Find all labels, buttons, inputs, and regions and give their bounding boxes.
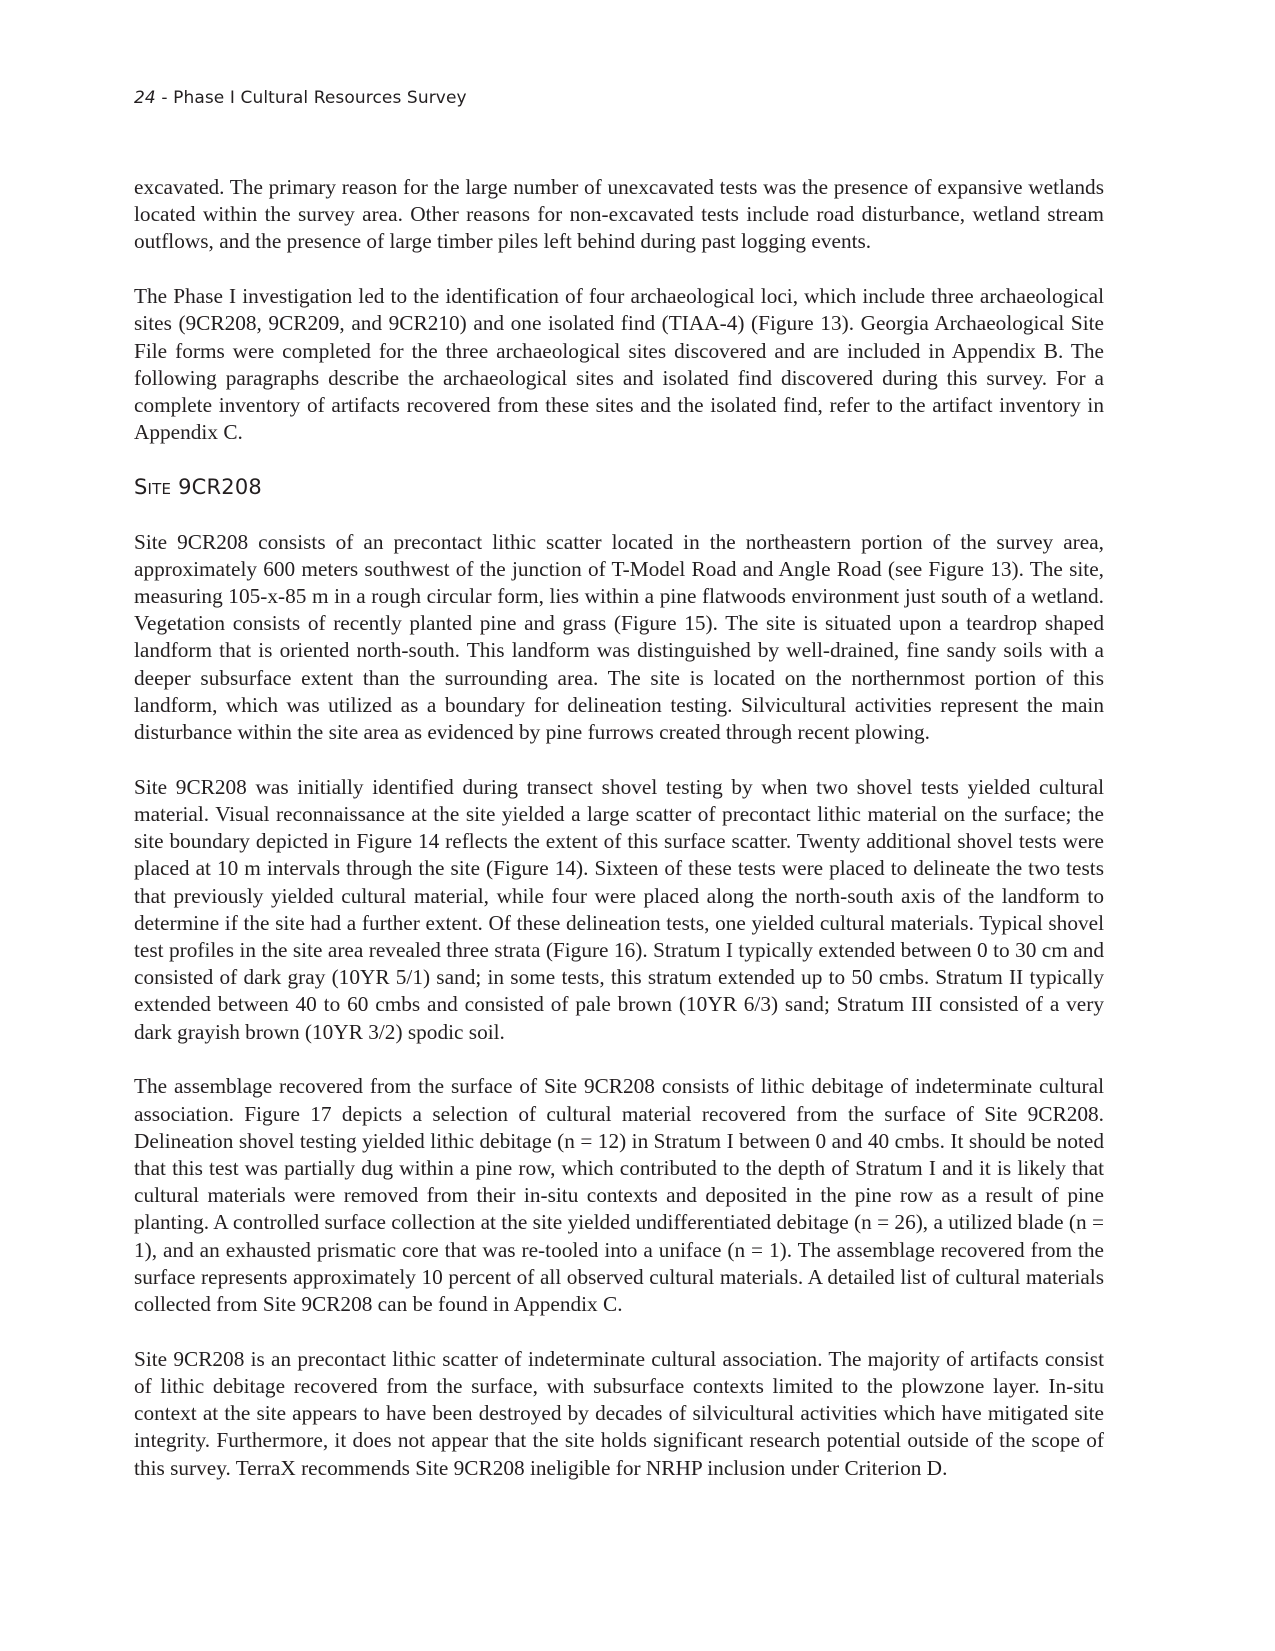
paragraph-recommendation: Site 9CR208 is an precontact lithic scatter of indeterminate cultural association. The majority of artifacts consist of lithic debitage recovered from the surface, with subsurface contexts limited to the plowzone layer. In-situ context at the site appears to have been destroyed by decades of silvicultural activities which have mitigated site integrity. Furthermore, it does not appear that the site holds significant research potential outside of the scope of this survey. TerraX recommends Site 9CR208 ineligible for NRHP inclusion under Criterion D. <box>134 1346 1104 1480</box>
header-separator: - <box>155 88 174 108</box>
paragraph-assemblage: The assemblage recovered from the surface of Site 9CR208 consists of lithic debitage of indeterminate cultural association. Figure 17 depicts a selection of cultural material recovered from the surface of Site 9CR208. Delineation shovel testing yielded lithic debitage (n = 12) in Stratum I between 0 and 40 cmbs. It should be noted that this test was partially dug within a pine row, which contributed to the depth of Stratum I and it is likely that cultural materials were removed from their in-situ contexts and deposited in the pine row as a result of pine planting. A controlled surface collection at the site yielded undifferentiated debitage (n = 26), a utilized blade (n = 1), and an exhausted prismatic core that was re-tooled into a uniface (n = 1). The assemblage recovered from the surface represents approximately 10 percent of all observed cultural materials. A detailed list of cultural materials collected from Site 9CR208 can be found in Appendix C. <box>134 1074 1104 1317</box>
paragraph-phase-i-investigation: The Phase I investigation led to the identification of four archaeological loci, which include three archaeological sites (9CR208, 9CR209, and 9CR210) and one isolated find (TIAA-4) (Figure 13). Georgia Archaeological Site File forms were completed for the three archaeological sites discovered and are included in Appendix B. The following paragraphs describe the archaeological sites and isolated find discovered during this survey. For a complete inventory of artifacts recovered from these sites and the isolated find, refer to the artifact inventory in Appendix C. <box>134 284 1104 445</box>
body-text <box>134 174 1104 1509</box>
section-heading-site-9cr208: Site 9CR208 <box>134 475 262 500</box>
paragraph-continuation: excavated. The primary reason for the large number of unexcavated tests was the presence of expansive wetlands located within the survey area. Other reasons for non-excavated tests include road disturbance, wetland stream outflows, and the presence of large timber piles left behind during past logging events. <box>134 175 1104 254</box>
running-header-title: Phase I Cultural Resources Survey <box>173 88 467 108</box>
page-number: 24 <box>134 88 156 108</box>
paragraph-site-identification: Site 9CR208 was initially identified during transect shovel testing by when two shovel tests yielded cultural material. Visual reconnaissance at the site yielded a large scatter of precontact lithic material on the surface; the site boundary depicted in Figure 14 reflects the extent of this surface scatter. Twenty additional shovel tests were placed at 10 m intervals through the site (Figure 14). Sixteen of these tests were placed to delineate the two tests that previously yielded cultural material, while four were placed along the north-south axis of the landform to determine if the site had a further extent. Of these delineation tests, one yielded cultural materials. Typical shovel test profiles in the site area revealed three strata (Figure 16). Stratum I typically extended between 0 to 30 cm and consisted of dark gray (10YR 5/1) sand; in some tests, this stratum extended up to 50 cmbs. Stratum II typically extended between 40 to 60 cmbs and consisted of pale brown (10YR 6/3) sand; Stratum III consisted of a very dark grayish brown (10YR 3/2) spodic soil. <box>134 774 1104 1044</box>
paragraph-site-description: Site 9CR208 consists of an precontact lithic scatter located in the northeastern portion of the survey area, approximately 600 meters southwest of the junction of T-Model Road and Angle Road (see Figure 13). The site, measuring 105-x-85 m in a rough circular form, lies within a pine flatwoods environment just south of a wetland. Vegetation consists of recently planted pine and grass (Figure 15). The site is situated upon a teardrop shaped landform that is oriented north-south. This landform was distinguished by well-drained, fine sandy soils with a deeper subsurface extent than the surrounding area. The site is located on the northernmost portion of this landform, which was utilized as a boundary for delineation testing. Silvicultural activities represent the main disturbance within the site area as evidenced by pine furrows created through recent plowing. <box>134 529 1104 745</box>
running-header <box>134 88 467 108</box>
